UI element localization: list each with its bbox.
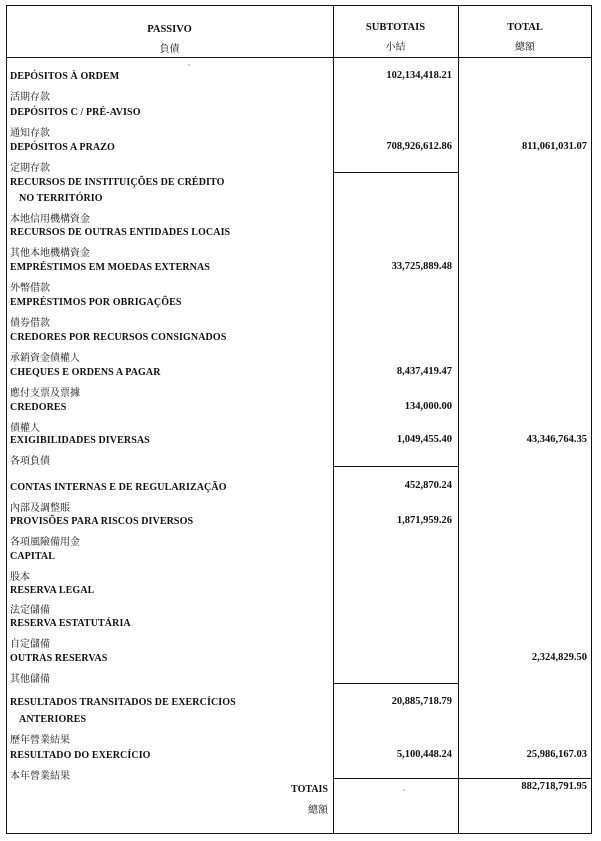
row-label-zh: 債權人 xyxy=(10,423,40,434)
row-label: CREDORES POR RECURSOS CONSIGNADOS xyxy=(10,332,227,343)
row-label-zh: 債券借款 xyxy=(10,318,50,329)
row-label: CAPITAL xyxy=(10,551,55,562)
row-label: RESERVA LEGAL xyxy=(10,585,95,596)
row-label-zh: 外幣借款 xyxy=(10,283,50,294)
header-total: TOTAL xyxy=(507,22,543,33)
row-subtotal: 33,725,889.48 xyxy=(391,261,452,272)
group-rule-4 xyxy=(333,778,458,779)
row-label-zh: 法定儲備 xyxy=(10,605,50,616)
row-label-zh: 內部及調整賬 xyxy=(10,503,70,514)
row-label-zh: 本年營業結果 xyxy=(10,771,70,782)
scan-speck xyxy=(188,64,190,66)
row-subtotal: 1,049,455.40 xyxy=(396,434,452,445)
row-subtotal: 5,100,448.24 xyxy=(396,749,452,760)
header-subtotais: SUBTOTAIS xyxy=(365,22,426,33)
row-label: EXIGIBILIDADES DIVERSAS xyxy=(10,435,150,446)
group-rule-3 xyxy=(333,683,458,684)
column-divider-subtotal xyxy=(333,5,334,834)
row-label-zh: 活期存款 xyxy=(10,92,50,103)
header-passivo: PASSIVO xyxy=(147,24,192,35)
row-label-zh: 應付支票及票據 xyxy=(10,388,80,399)
row-subtotal: 708,926,612.86 xyxy=(386,141,452,152)
row-label-zh: 歷年營業結果 xyxy=(10,735,70,746)
totals-value: 882,718,791.95 xyxy=(521,781,587,792)
row-label: DEPÓSITOS À ORDEM xyxy=(10,71,120,82)
row-label-cont: NO TERRITÓRIO xyxy=(19,193,103,204)
row-label-zh: 定期存款 xyxy=(10,163,50,174)
row-label-zh: 各項負債 xyxy=(10,456,50,467)
header-rule xyxy=(6,57,592,58)
column-divider-total xyxy=(458,5,459,834)
header-passivo-zh: 負債 xyxy=(159,44,180,55)
row-subtotal: 134,000.00 xyxy=(404,401,452,412)
row-subtotal: 452,870.24 xyxy=(404,480,452,491)
row-label: RESULTADOS TRANSITADOS DE EXERCÍCIOS xyxy=(10,697,236,708)
row-label: EMPRÉSTIMOS POR OBRIGAÇÕES xyxy=(10,297,182,308)
row-label: RECURSOS DE INSTITUIÇÕES DE CRÉDITO xyxy=(10,177,225,188)
row-label-cont: ANTERIORES xyxy=(19,714,87,725)
totals-label-zh: 總額 xyxy=(308,805,328,816)
row-subtotal: 1,871,959.26 xyxy=(396,515,452,526)
row-subtotal: 102,134,418.21 xyxy=(386,70,452,81)
group-rule-1 xyxy=(333,172,458,173)
row-label: RECURSOS DE OUTRAS ENTIDADES LOCAIS xyxy=(10,227,231,238)
row-subtotal: 8,437,419.47 xyxy=(396,366,452,377)
row-label-zh: 股本 xyxy=(10,572,30,583)
row-total: 43,346,764.35 xyxy=(526,434,587,445)
totals-label: TOTAIS xyxy=(291,784,328,795)
row-label-zh: 其他儲備 xyxy=(10,674,50,685)
row-label-zh: 本地信用機構資金 xyxy=(10,214,90,225)
row-total: 25,986,167.03 xyxy=(526,749,587,760)
row-label: DEPÓSITOS A PRAZO xyxy=(10,142,115,153)
row-label: DEPÓSITOS C / PRÉ-AVISO xyxy=(10,107,141,118)
row-label: CHEQUES E ORDENS A PAGAR xyxy=(10,367,161,378)
row-label: PROVISÕES PARA RISCOS DIVERSOS xyxy=(10,516,194,527)
row-total: 2,324,829.50 xyxy=(531,652,587,663)
row-total: 811,061,031.07 xyxy=(521,141,587,152)
row-label-zh: 自定儲備 xyxy=(10,639,50,650)
row-label-zh: 承銷資金債權人 xyxy=(10,353,80,364)
row-label-zh: 各項風險備用金 xyxy=(10,537,80,548)
group-rule-2 xyxy=(333,466,458,467)
header-total-zh: 總額 xyxy=(515,42,535,53)
row-subtotal: 20,885,718.79 xyxy=(391,696,452,707)
row-label: CREDORES xyxy=(10,402,67,413)
table-border xyxy=(6,5,592,834)
row-label: OUTRAS RESERVAS xyxy=(10,653,108,664)
row-label-zh: 其他本地機構資金 xyxy=(10,248,90,259)
row-label-zh: 通知存款 xyxy=(10,128,50,139)
row-label: CONTAS INTERNAS E DE REGULARIZAÇÃO xyxy=(10,482,227,493)
scan-speck xyxy=(403,789,405,791)
row-label: EMPRÉSTIMOS EM MOEDAS EXTERNAS xyxy=(10,262,210,273)
row-label: RESULTADO DO EXERCÍCIO xyxy=(10,750,151,761)
totals-rule xyxy=(458,778,592,779)
row-label: RESERVA ESTATUTÁRIA xyxy=(10,618,131,629)
header-subtotais-zh: 小結 xyxy=(385,42,406,53)
